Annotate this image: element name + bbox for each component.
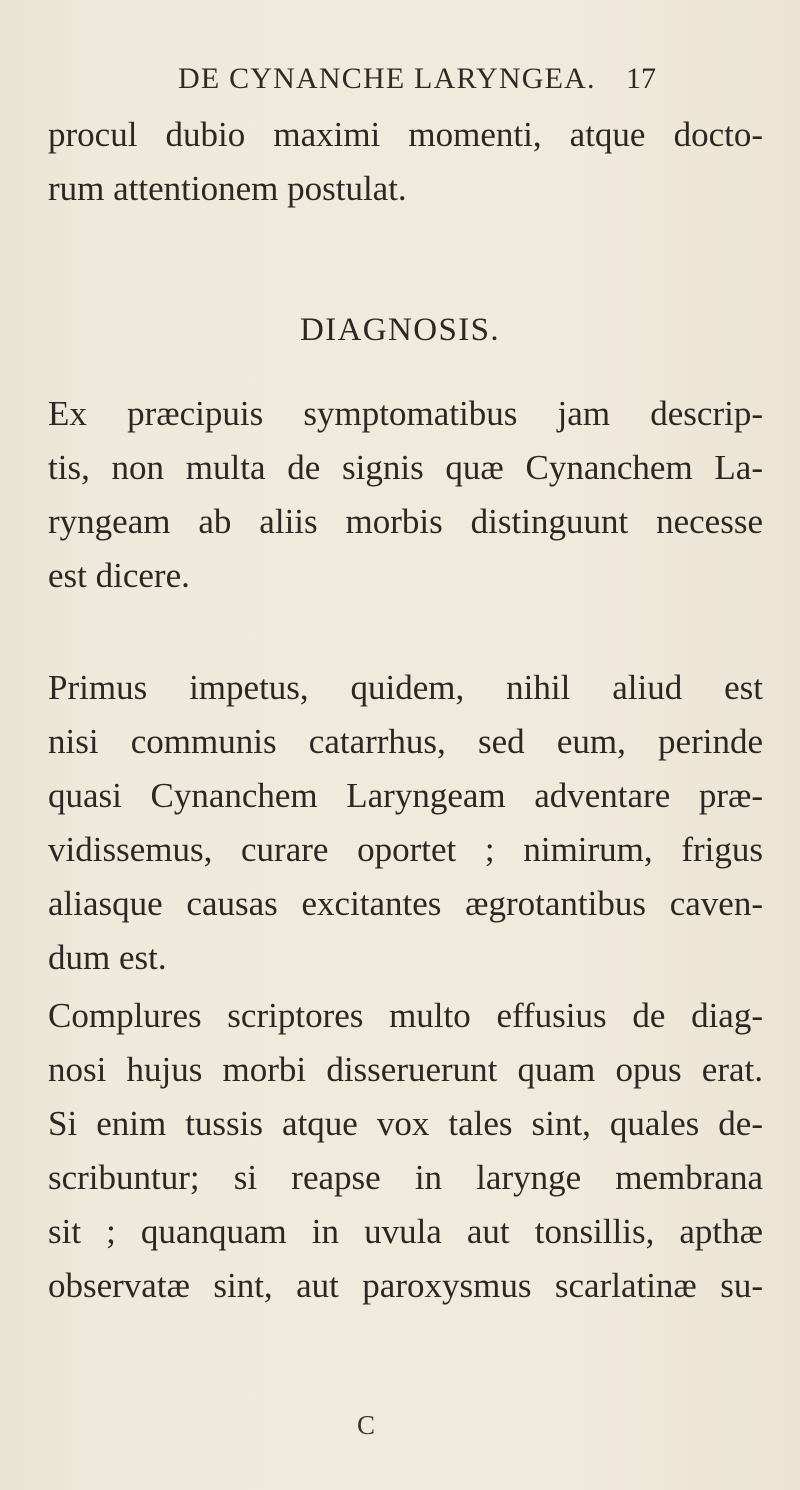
text-line: Complures scriptores multo effusius de diag- (48, 996, 763, 1035)
text-line: scribuntur; si reapse in larynge membrana (48, 1158, 763, 1197)
text-line: vidissemus, curare oportet ; nimirum, frigus (48, 830, 763, 869)
text-line: est dicere. (48, 556, 190, 595)
text-line: nosi hujus morbi disseruerunt quam opus erat. (48, 1050, 763, 1089)
text-line: Ex præcipuis symptomatibus jam descrip- (48, 394, 763, 433)
text-line: observatæ sint, aut paroxysmus scarlatinæ su- (48, 1266, 763, 1305)
paragraph-continuation (48, 108, 763, 216)
paragraph-diagnosis-intro (48, 387, 763, 603)
signature-mark: C (357, 1410, 376, 1440)
text-line: dum est. (48, 938, 167, 977)
text-line: nisi communis catarrhus, sed eum, perinde (48, 722, 763, 761)
text-line: Primus impetus, quidem, nihil aliud est (48, 668, 763, 707)
text-line: quasi Cynanchem Laryngeam adventare præ- (48, 776, 763, 815)
paragraph-primus-impetus (48, 661, 763, 985)
text-line: aliasque causas excitantes ægrotantibus caven- (48, 884, 763, 923)
running-title: DE CYNANCHE LARYNGEA. (178, 62, 596, 95)
text-line: procul dubio maximi momenti, atque docto- (48, 115, 763, 154)
paragraph-complures (48, 989, 763, 1313)
section-heading: DIAGNOSIS. (299, 312, 501, 348)
text-line: tis, non multa de signis quæ Cynanchem La- (48, 448, 763, 487)
text-line: Si enim tussis atque vox tales sint, quales de- (48, 1104, 763, 1143)
page-number: 17 (626, 62, 656, 95)
text-line: sit ; quanquam in uvula aut tonsillis, apthæ (48, 1212, 763, 1251)
text-line: rum attentionem postulat. (48, 169, 407, 208)
text-line: ryngeam ab aliis morbis distinguunt necesse (48, 502, 763, 541)
running-head (0, 62, 800, 102)
